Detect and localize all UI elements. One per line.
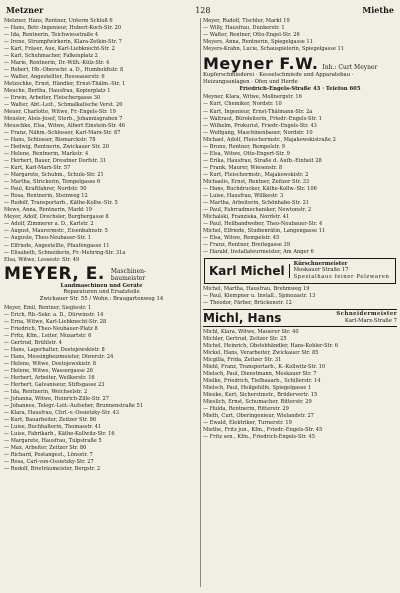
directory-entry: Meyers-Krahn, Lucie, Schauspielerin, Spiegelgasse 11 xyxy=(203,46,344,53)
page-number: 128 xyxy=(195,5,211,15)
directory-entry: — Kurt, Fleischermstr., Majakowskistr. 2 xyxy=(203,171,309,178)
directory-entry: — Kurt, Chemiker, Nordstr. 10 xyxy=(203,101,282,108)
directory-entry: — Wilhelm, Prokurist, Friedr.-Engels-Str. 43 xyxy=(203,122,317,129)
directory-entry: — Irene, Strumpfwirkerin, Klara-Zetkin-Str. 7 xyxy=(4,39,122,46)
ad-meyer-e-name: MEYER, E. xyxy=(4,263,105,284)
directory-entry: — Margarete, Schuhm., Schule-Str. 21 xyxy=(4,172,104,179)
directory-entry: — Hedwig, Rentnerin, Zwickauer Str. 20 xyxy=(4,144,109,151)
directory-entry: — Bruno, Rentner, Rempelstr. 9 xyxy=(203,143,285,150)
directory-entry: — Erna, Witwe, Karl-Liebknecht-Str. 28 xyxy=(4,318,107,325)
directory-entry: — Rosa, Rentnerin, Steinweg 12 xyxy=(4,193,88,200)
directory-entry: Meuschke, Elsa, Witwe, Albert Einstein-Str. 46 xyxy=(4,123,126,130)
ad-meyner-fw xyxy=(203,54,397,92)
directory-entry: — Helene, Witwe, Wassergasse 26 xyxy=(4,368,93,375)
directory-entry: Meyer, Rudolf, Tischler, Markt 19 xyxy=(203,18,290,24)
directory-entry: Mielsch, Paul, Dienstmann, Moskauer Str. 7 xyxy=(203,370,317,377)
ad-meyer-e xyxy=(4,265,199,303)
ad-meyner-owner: Inh.: Curt Meyner xyxy=(322,64,378,72)
directory-entry: — Karl, Fräser, Aue, Karl-Liebknecht-Str. 2 xyxy=(4,46,115,53)
entry-list xyxy=(203,329,397,441)
directory-entry: — Robert, Hb.-Oberschr. a. D., Humboldtstr. 8 xyxy=(4,67,124,74)
directory-entry: — Karl, Schuhmacher, Falkenplatz 2 xyxy=(4,53,98,60)
directory-entry: — Ewald, Elektriker, Turnerstr. 19 xyxy=(203,419,292,426)
ad-meyner-line1: Kupferschmiederei · Kesselschmiede und Apparatebau · Heizungsanlagen · Ofen und Herde xyxy=(203,72,354,85)
directory-entry: Michel, Elfriede, Studienrätin, Langengasse 11 xyxy=(203,227,326,234)
directory-entry: — Frank, Maurer, Wiesenstr. 8 xyxy=(203,164,283,171)
directory-entry: — Hans, Lagerhalter, Dostojewskistr. 8 xyxy=(4,347,105,354)
ad-hans-michl-line1: Schneidermeister xyxy=(336,311,397,318)
directory-entry: Meyers, Anna, Rentnerin, Spiegelgasse 11 xyxy=(203,39,313,46)
ad-karl-michel-line3: Spezialhaus feiner Pelzwaren xyxy=(293,274,390,281)
ad-karl-michel xyxy=(204,258,396,284)
directory-entry: — Herbert, Arbeiter, Weilkerstr. 16 xyxy=(4,375,95,382)
ad-karl-michel-name: Karl Michel xyxy=(209,264,290,278)
directory-entry: — Max, Arbeiter, Zeitzer Str. 80 xyxy=(4,445,87,452)
directory-entry: — Elsa, Witwe, Rempelstr. 45 xyxy=(203,234,280,241)
directory-entry: Elsa, Witwe, Lessestr. Str. 49 xyxy=(4,256,80,263)
directory-entry: Mieslich, Ernst, Schumacher, Ritterstr. 29 xyxy=(203,398,312,405)
directory-entry: — Helene, Witwe, Dostojewskistr. 8 xyxy=(4,361,96,368)
directory-entry: Meuche, Bertha, Hausfrau, Kopierplatz 1 xyxy=(4,88,111,95)
directory-entry: — Franz, Nähm.-Schlosser, Karl-Marx-Str. 87 xyxy=(4,130,121,137)
directory-entry: — Rudolf, Brieträumeister, Bergstr. 2 xyxy=(4,466,101,473)
ad-karl-michel-line1: Kürschnermeister xyxy=(293,260,348,267)
directory-entry: Michaelis, Ernst, Rentner, Zeitzer Str. 33 xyxy=(203,178,310,185)
directory-entry: Mielke, Friedrich, Tiefbauarb., Schillerstr. 14 xyxy=(203,377,321,384)
entry-list xyxy=(4,305,199,473)
header-left: Metzner xyxy=(6,5,44,15)
directory-entry: — Hans, Messingheizmeister, Dürerstr. 24 xyxy=(4,354,114,361)
directory-entry: Mielsch, Paul, Heilgehilfe, Spiegelgasse 1 xyxy=(203,384,312,391)
ad-karl-michel-line2: Moskauer Straße 17 xyxy=(293,267,349,274)
ad-hans-michl-line2: Karl-Marx-Straße 7 xyxy=(344,317,397,324)
header-right: Miethe xyxy=(362,5,394,15)
right-column xyxy=(203,18,397,589)
directory-entry: Mieske, Kurt, Sicherstmstr., Brüdervertr. 15 xyxy=(203,391,318,398)
directory-entry: Micgilla, Frida, Zeitzer Str. 31 xyxy=(203,356,282,363)
directory-entry: — Walter, Rentner, Otto-Engel-Str. 26 xyxy=(203,32,300,39)
directory-entry: — Erika, Hausfrau, Straße d. Aufb.-Einheit 28 xyxy=(203,157,322,164)
directory-entry: Michel, Heinrich, Obstsbhändler, Hans-Kohler-Str. 6 xyxy=(203,342,339,349)
directory-entry: — Luise, Buchhalterin, Thomasstr. 41 xyxy=(4,424,102,431)
directory-entry: Mews, Anna, Rentnerin, Markt 19 xyxy=(4,207,92,214)
directory-entry: — Martha, Arbeiterin, Schönhabe-Str. 21 xyxy=(203,199,310,206)
directory-entry: — Theodor, Färber, Brückenstr. 12 xyxy=(203,299,292,306)
directory-entry: — Margarete, Hausfrau, Tulpstraße 5 xyxy=(4,438,102,445)
directory-entry: Mieth, Curt, Oberingenieur, Wielandstr. 27 xyxy=(203,412,314,419)
directory-entry: — Hans, Schlosser, Bismarckstr. 78 xyxy=(4,137,96,144)
directory-entry: — Paul, Klempner u. Install., Spinozastr. 13 xyxy=(203,292,316,299)
directory-entry: — Hans, Betr.-Ingenieur, Hubert-Koch-Str. 20 xyxy=(4,25,122,32)
directory-entry: — Auguste, Theo-Neubauer-Str. 1 xyxy=(4,235,91,242)
ad-meyer-e-side2: baumeister xyxy=(110,274,146,282)
directory-entry: — Elisabeth, Schneiderin, Fr.-Mehring-Str. 31a xyxy=(4,249,126,256)
directory-entry: Meyer, Adolf, Drechsler, Burgbergasse 8 xyxy=(4,214,109,221)
directory-entry: — Erwin, Arbeiter, Fleischergasse 30 xyxy=(4,95,101,102)
ad-hans-michl-name: Michl, Hans xyxy=(203,310,282,325)
directory-entry: Metzschke, Ernst, Händler, Ernst-Thälm.-Str. 1 xyxy=(4,81,126,88)
entry-list xyxy=(203,286,397,307)
directory-entry: Meuer, Charlotte, Witwe, Fr.-Engels-Str. 19 xyxy=(4,109,116,116)
directory-entry: — Erich, Rb.-Sekr. a. D., Dürwinstr. 14 xyxy=(4,311,104,318)
directory-entry: Meyer, Emil, Rentner, Siegtestr. 1 xyxy=(4,304,92,311)
directory-entry: Miehl, Franz, Transportarb., K.-Kollwitz-Str. 10 xyxy=(203,363,326,370)
directory-entry: Michel, Martha, Hausfrau, Brehmweg 19 xyxy=(203,285,310,292)
directory-entry: Meyner, Klara, Witwe, Mollnergstr. 16 xyxy=(203,94,302,101)
directory-entry: — Waltraut, Büroleiterin, Friedr.-Engels-Str. 1 xyxy=(203,115,322,122)
directory-entry: — Herbert, Galvaniseur, Stiftsgasse 23 xyxy=(4,382,105,389)
directory-entry: — Gertrud, Brühlstr. 4 xyxy=(4,340,62,347)
directory-entry: — Ida, Rentnerin, Weichselstr. 2 xyxy=(4,389,88,396)
ad-meyer-e-line3: Zwickauer Str. 55 / Wohn.: Braugartenweg 14 xyxy=(39,296,164,303)
entry-list xyxy=(203,18,397,53)
directory-entry: Miethe, Fritz jun., Kfm., Friedr.-Engels-Str. 45 xyxy=(203,426,323,433)
directory-entry: — August, Maurermstr., Eisenbahnstr. 5 xyxy=(4,228,108,235)
directory-entry: — Fritz, Kfm., Leiter, Mozartstr. 6 xyxy=(4,333,92,339)
directory-entry: — Kurt, Karl-Marx-Str. 57 xyxy=(4,165,71,172)
directory-entry: — Elsa, Witwe, Otto-Engert-Str. 9 xyxy=(203,150,290,157)
entry-list xyxy=(4,18,199,264)
column-divider xyxy=(200,18,201,587)
ad-hans-michl xyxy=(203,309,397,327)
directory-entry: Mickel, Hans, Verarbeiter, Zwickauer Str. 85 xyxy=(203,349,319,356)
directory-entry: — Friedrich, Theo-Neubauer-Platz 8 xyxy=(4,325,98,332)
directory-entry: — Adolf, Zimmerer a. D., Karlstr. 2 xyxy=(4,221,94,228)
directory-entry: Meusler, Alois-Josef, Sterb., Johannisgraben 7 xyxy=(4,116,123,123)
directory-entry: — Richard, Postangest., Lönsstr. 7 xyxy=(4,452,93,459)
directory-entry: — Willy, Hausfrau, Dunkerstr. 1 xyxy=(203,25,285,32)
directory-entry: — Paul, Kraftfahrer, Nordstr. 50 xyxy=(4,186,87,193)
ad-meyer-e-line1: Landmaschinen und Geräte xyxy=(60,282,143,289)
directory-entry: — Johanna, Witwe, Heinrich-Zille-Str. 27 xyxy=(4,396,109,403)
directory-entry: — Rosa, Carl-von-Ossietzky-Str. 27 xyxy=(4,459,94,466)
directory-entry: — Walter, Angestellter, Rosseauerstr. 6 xyxy=(4,74,105,81)
directory-entry: Michler, Gertrud, Zeitzer Str. 25 xyxy=(203,335,287,342)
directory-entry: Michl, Klara, Witwe, Mauerer Str. 40 xyxy=(203,328,299,335)
ad-meyer-e-line2: Reparaturen und Ersatzteile xyxy=(63,289,140,296)
directory-entry: — Marie, Rentnerin, Dr.-Wilh.-Külz-Str. 4 xyxy=(4,60,110,67)
directory-entry: — Walter, Abt.-Leit., Schmalkalische Verst. 20 xyxy=(4,102,123,109)
directory-entry: — Hulda, Rentnerin, Ritterstr. 29 xyxy=(203,405,289,412)
directory-entry: — Luise, Hausfrau, Willkestr. 3 xyxy=(203,192,284,199)
entry-list xyxy=(203,94,397,255)
directory-entry: — Herbert, Bauer, Dresdner Dorfstr. 31 xyxy=(4,158,107,165)
directory-entry: — Fritz sen., Kfm., Friedrich-Engels-Str. 45 xyxy=(203,433,315,440)
ad-meyner-line2: Friedrich-Engels-Straße 43 · Telefon 605 xyxy=(239,85,361,92)
directory-entry: Metzner, Hans, Rentner, Unterm Schloß 6 xyxy=(4,18,113,24)
ad-meyner-name: Meyner F.W. xyxy=(203,54,319,74)
directory-entry: Michalski, Franziska, Nordstr. 41 xyxy=(203,213,290,220)
directory-entry: — Wolfgang, Maschinenbauer, Nordstr. 10 xyxy=(203,129,313,136)
directory-entry: — Elfriede, Angestellte, Pfaufengasse 11 xyxy=(4,242,110,249)
directory-entry: — Paul, Fahrradmechaniker, Newtonstr. 2 xyxy=(203,206,312,213)
directory-entry: — Hans, Buchdrucker, Käthe-Kollw.-Str. 106 xyxy=(203,185,317,192)
directory-entry: — Luise, Fabrikarb., Käthe-Kollwitz-Str. 16 xyxy=(4,431,115,438)
directory-entry: — Johannes, Telegr.-Leit.-Aufseher, Brunnenstraße 51 xyxy=(4,403,143,410)
directory-entry: — Martha, Strickerin, Tempelgasse 6 xyxy=(4,179,101,186)
directory-entry: — Rudolf, Transportarb., Käthe-Kollw.-Str. 5 xyxy=(4,200,118,207)
page-header xyxy=(6,4,394,16)
directory-entry: — Kurt, Bauarbeiter, Zeitzer Str. 86 xyxy=(4,417,97,424)
directory-entry: — Klara, Hausfrau, Chrl.-v.-Ossietzky-Str. 43 xyxy=(4,410,119,417)
directory-entry: — Helene, Rentnerin, Markstr. 4 xyxy=(4,151,89,158)
directory-entry: — Harald, Installateurmeister, Am Anger 6 xyxy=(203,248,314,255)
directory-entry: — Paul, Heilbandweber, Theo-Neubauer-Str. 4 xyxy=(203,220,323,227)
directory-entry: — Kurt, Ingenieur, Ernst-Thälmann-Str. 2a xyxy=(203,108,313,115)
directory-entry: — Franz, Rentner, Breitegasse 39 xyxy=(203,241,291,248)
directory-entry: Michael, Adolf, Fleischermstr., Majakowskistraße 2 xyxy=(203,136,336,143)
left-column xyxy=(4,18,199,589)
ad-meyer-e-side1: Maschinen- xyxy=(110,268,147,276)
directory-entry: — Ida, Rentnerin, Teichwiesstraße 4 xyxy=(4,32,99,39)
